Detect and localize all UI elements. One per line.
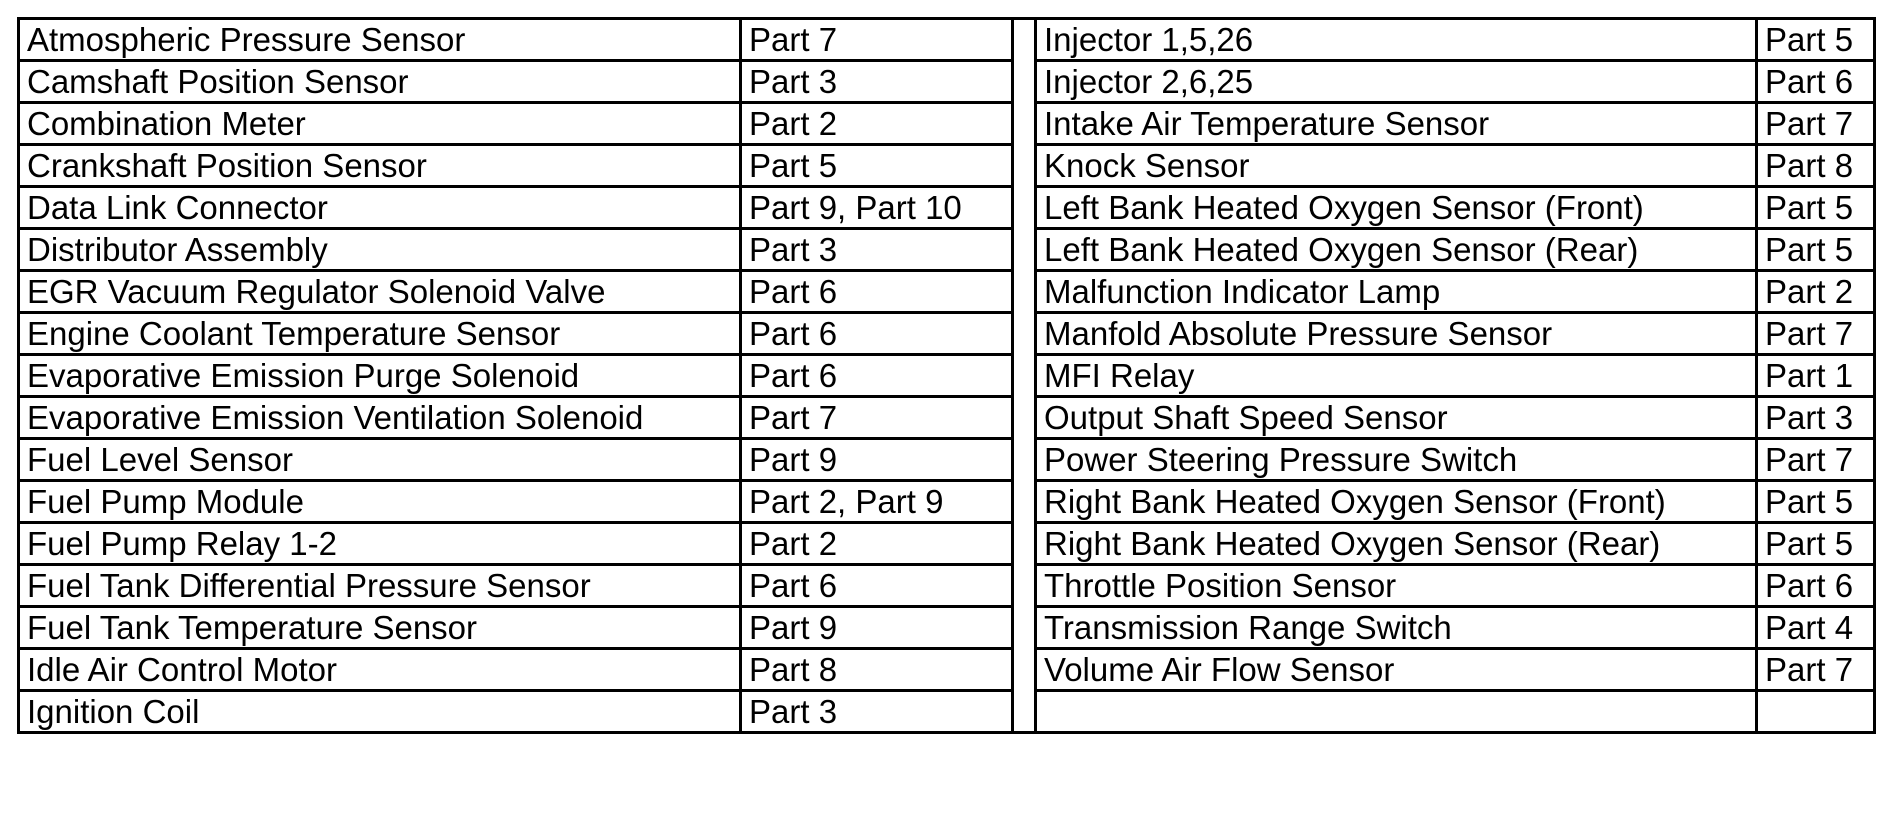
part-reference-cell: Part 3	[741, 61, 1013, 103]
component-name-cell: Transmission Range Switch	[1036, 607, 1757, 649]
component-name-cell: Volume Air Flow Sensor	[1036, 649, 1757, 691]
part-reference-cell: Part 7	[1757, 103, 1875, 145]
component-name-cell: Atmospheric Pressure Sensor	[19, 19, 741, 61]
component-name-cell: Right Bank Heated Oxygen Sensor (Rear)	[1036, 523, 1757, 565]
component-name-cell: Distributor Assembly	[19, 229, 741, 271]
table-row	[19, 481, 1013, 523]
table-row	[1036, 481, 1875, 523]
component-name-cell: EGR Vacuum Regulator Solenoid Valve	[19, 271, 741, 313]
part-reference-cell: Part 9	[741, 607, 1013, 649]
part-reference-cell: Part 8	[741, 649, 1013, 691]
table-row	[19, 187, 1013, 229]
table-row	[1036, 19, 1875, 61]
table-row	[19, 271, 1013, 313]
table-row	[19, 523, 1013, 565]
table-row	[19, 355, 1013, 397]
part-reference-cell: Part 6	[741, 313, 1013, 355]
part-reference-cell: Part 1	[1757, 355, 1875, 397]
table-row	[19, 649, 1013, 691]
component-name-cell	[1036, 691, 1757, 733]
table-row	[19, 397, 1013, 439]
part-reference-cell: Part 6	[1757, 565, 1875, 607]
component-name-cell: Left Bank Heated Oxygen Sensor (Front)	[1036, 187, 1757, 229]
part-reference-cell: Part 6	[741, 565, 1013, 607]
component-name-cell: Knock Sensor	[1036, 145, 1757, 187]
part-reference-cell: Part 2, Part 9	[741, 481, 1013, 523]
table-row	[1036, 439, 1875, 481]
component-location-table	[17, 17, 1876, 734]
table-row	[19, 229, 1013, 271]
part-reference-cell: Part 6	[741, 271, 1013, 313]
part-reference-cell: Part 3	[741, 691, 1013, 733]
component-name-cell: Ignition Coil	[19, 691, 741, 733]
table-row	[1036, 607, 1875, 649]
component-name-cell: Throttle Position Sensor	[1036, 565, 1757, 607]
part-reference-cell	[1757, 691, 1875, 733]
part-reference-cell: Part 7	[741, 397, 1013, 439]
component-name-cell: Camshaft Position Sensor	[19, 61, 741, 103]
part-reference-cell: Part 9	[741, 439, 1013, 481]
right-table-body	[1036, 19, 1875, 733]
component-name-cell: Fuel Tank Temperature Sensor	[19, 607, 741, 649]
component-name-cell: Fuel Level Sensor	[19, 439, 741, 481]
component-name-cell: Power Steering Pressure Switch	[1036, 439, 1757, 481]
part-reference-cell: Part 7	[1757, 439, 1875, 481]
part-reference-cell: Part 5	[1757, 229, 1875, 271]
part-reference-cell: Part 3	[1757, 397, 1875, 439]
part-reference-cell: Part 4	[1757, 607, 1875, 649]
table-row	[19, 439, 1013, 481]
table-row	[1036, 523, 1875, 565]
table-row	[19, 61, 1013, 103]
table-row	[1036, 397, 1875, 439]
part-reference-cell: Part 5	[1757, 523, 1875, 565]
part-reference-cell: Part 2	[741, 103, 1013, 145]
left-table	[17, 17, 1014, 734]
part-reference-cell: Part 9, Part 10	[741, 187, 1013, 229]
component-name-cell: Engine Coolant Temperature Sensor	[19, 313, 741, 355]
table-row	[19, 145, 1013, 187]
component-name-cell: Output Shaft Speed Sensor	[1036, 397, 1757, 439]
table-row	[19, 19, 1013, 61]
component-name-cell: Fuel Pump Module	[19, 481, 741, 523]
component-name-cell: Manfold Absolute Pressure Sensor	[1036, 313, 1757, 355]
component-name-cell: Combination Meter	[19, 103, 741, 145]
table-row	[19, 103, 1013, 145]
table-row	[19, 691, 1013, 733]
component-name-cell: Evaporative Emission Ventilation Solenoid	[19, 397, 741, 439]
table-row	[19, 565, 1013, 607]
part-reference-cell: Part 7	[741, 19, 1013, 61]
component-name-cell: Injector 2,6,25	[1036, 61, 1757, 103]
component-name-cell: Fuel Pump Relay 1-2	[19, 523, 741, 565]
table-row	[1036, 145, 1875, 187]
component-name-cell: Right Bank Heated Oxygen Sensor (Front)	[1036, 481, 1757, 523]
component-name-cell: Injector 1,5,26	[1036, 19, 1757, 61]
table-row	[1036, 187, 1875, 229]
table-row	[19, 313, 1013, 355]
table-row	[1036, 565, 1875, 607]
table-row	[1036, 355, 1875, 397]
part-reference-cell: Part 2	[1757, 271, 1875, 313]
component-name-cell: Fuel Tank Differential Pressure Sensor	[19, 565, 741, 607]
component-name-cell: Evaporative Emission Purge Solenoid	[19, 355, 741, 397]
part-reference-cell: Part 7	[1757, 313, 1875, 355]
component-name-cell: Left Bank Heated Oxygen Sensor (Rear)	[1036, 229, 1757, 271]
part-reference-cell: Part 6	[1757, 61, 1875, 103]
part-reference-cell: Part 8	[1757, 145, 1875, 187]
component-name-cell: Intake Air Temperature Sensor	[1036, 103, 1757, 145]
table-row	[1036, 313, 1875, 355]
part-reference-cell: Part 3	[741, 229, 1013, 271]
left-table-body	[19, 19, 1013, 733]
table-row	[1036, 229, 1875, 271]
component-name-cell: Idle Air Control Motor	[19, 649, 741, 691]
table-row	[1036, 691, 1875, 733]
part-reference-cell: Part 2	[741, 523, 1013, 565]
part-reference-cell: Part 5	[1757, 19, 1875, 61]
table-row	[1036, 61, 1875, 103]
part-reference-cell: Part 6	[741, 355, 1013, 397]
table-row	[1036, 271, 1875, 313]
part-reference-cell: Part 5	[741, 145, 1013, 187]
part-reference-cell: Part 5	[1757, 481, 1875, 523]
table-row	[1036, 103, 1875, 145]
part-reference-cell: Part 7	[1757, 649, 1875, 691]
component-name-cell: MFI Relay	[1036, 355, 1757, 397]
component-name-cell: Malfunction Indicator Lamp	[1036, 271, 1757, 313]
right-table	[1034, 17, 1876, 734]
component-name-cell: Crankshaft Position Sensor	[19, 145, 741, 187]
table-row	[1036, 649, 1875, 691]
component-name-cell: Data Link Connector	[19, 187, 741, 229]
table-row	[19, 607, 1013, 649]
part-reference-cell: Part 5	[1757, 187, 1875, 229]
